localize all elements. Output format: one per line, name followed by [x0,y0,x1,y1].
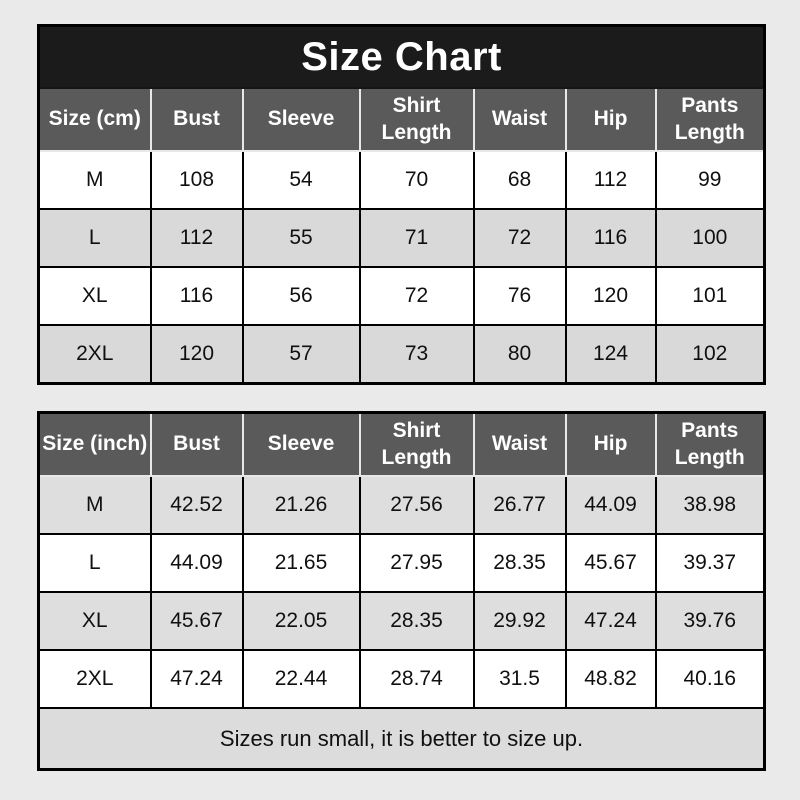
cell-value: 22.05 [243,592,360,650]
size-label: L [39,209,151,267]
cell-value: 101 [656,267,765,325]
cell-value: 42.52 [151,476,243,534]
cell-value: 68 [474,151,566,209]
column-header-pants-length: Pants Length [656,88,765,151]
column-header-size-cm: Size (cm) [39,88,151,151]
cell-value: 112 [151,209,243,267]
cell-value: 116 [151,267,243,325]
cell-value: 99 [656,151,765,209]
cell-value: 27.56 [360,476,474,534]
column-header-shirt-length: Shirt Length [360,88,474,151]
cell-value: 72 [360,267,474,325]
cell-value: 120 [566,267,656,325]
cell-value: 22.44 [243,650,360,708]
cell-value: 40.16 [656,650,765,708]
column-header-size-inch: Size (inch) [39,413,151,477]
cell-value: 108 [151,151,243,209]
cell-value: 45.67 [566,534,656,592]
cell-value: 100 [656,209,765,267]
table-row-cm-xl [39,267,765,325]
size-note: Sizes run small, it is better to size up. [39,708,765,770]
table-row-inch-m [39,476,765,534]
cell-value: 48.82 [566,650,656,708]
size-label: XL [39,267,151,325]
column-header-waist: Waist [474,88,566,151]
cell-value: 27.95 [360,534,474,592]
cell-value: 29.92 [474,592,566,650]
size-label: 2XL [39,650,151,708]
column-header-bust: Bust [151,88,243,151]
cell-value: 71 [360,209,474,267]
column-header-waist: Waist [474,413,566,477]
column-header-sleeve: Sleeve [243,88,360,151]
cell-value: 55 [243,209,360,267]
cell-value: 28.35 [360,592,474,650]
table-gap [37,385,763,411]
cell-value: 116 [566,209,656,267]
cell-value: 73 [360,325,474,384]
cell-value: 57 [243,325,360,384]
cell-value: 44.09 [566,476,656,534]
cell-value: 38.98 [656,476,765,534]
table-row-cm-2xl [39,325,765,384]
cell-value: 120 [151,325,243,384]
cell-value: 124 [566,325,656,384]
table-row-inch-2xl [39,650,765,708]
cell-value: 28.35 [474,534,566,592]
size-label: 2XL [39,325,151,384]
table-row-inch-l [39,534,765,592]
table-row-cm-m [39,151,765,209]
cell-value: 80 [474,325,566,384]
cell-value: 76 [474,267,566,325]
size-chart-page [37,24,763,771]
cell-value: 31.5 [474,650,566,708]
chart-title: Size Chart [39,26,765,89]
cell-value: 44.09 [151,534,243,592]
size-label: XL [39,592,151,650]
cell-value: 72 [474,209,566,267]
column-header-pants-length: Pants Length [656,413,765,477]
cell-value: 112 [566,151,656,209]
cell-value: 28.74 [360,650,474,708]
note-row [39,708,765,770]
column-header-shirt-length: Shirt Length [360,413,474,477]
column-header-hip: Hip [566,88,656,151]
size-label: L [39,534,151,592]
size-table-inch [37,411,766,771]
cell-value: 54 [243,151,360,209]
table-row-cm-l [39,209,765,267]
cell-value: 21.65 [243,534,360,592]
cell-value: 102 [656,325,765,384]
size-table-cm [37,24,766,385]
column-header-sleeve: Sleeve [243,413,360,477]
cell-value: 39.76 [656,592,765,650]
cell-value: 21.26 [243,476,360,534]
table-row-inch-xl [39,592,765,650]
cell-value: 39.37 [656,534,765,592]
cell-value: 70 [360,151,474,209]
cell-value: 47.24 [151,650,243,708]
header-row-inch [39,413,765,477]
column-header-bust: Bust [151,413,243,477]
cell-value: 56 [243,267,360,325]
cell-value: 26.77 [474,476,566,534]
header-row-cm [39,88,765,151]
size-label: M [39,476,151,534]
cell-value: 47.24 [566,592,656,650]
title-row [39,26,765,89]
cell-value: 45.67 [151,592,243,650]
column-header-hip: Hip [566,413,656,477]
size-label: M [39,151,151,209]
